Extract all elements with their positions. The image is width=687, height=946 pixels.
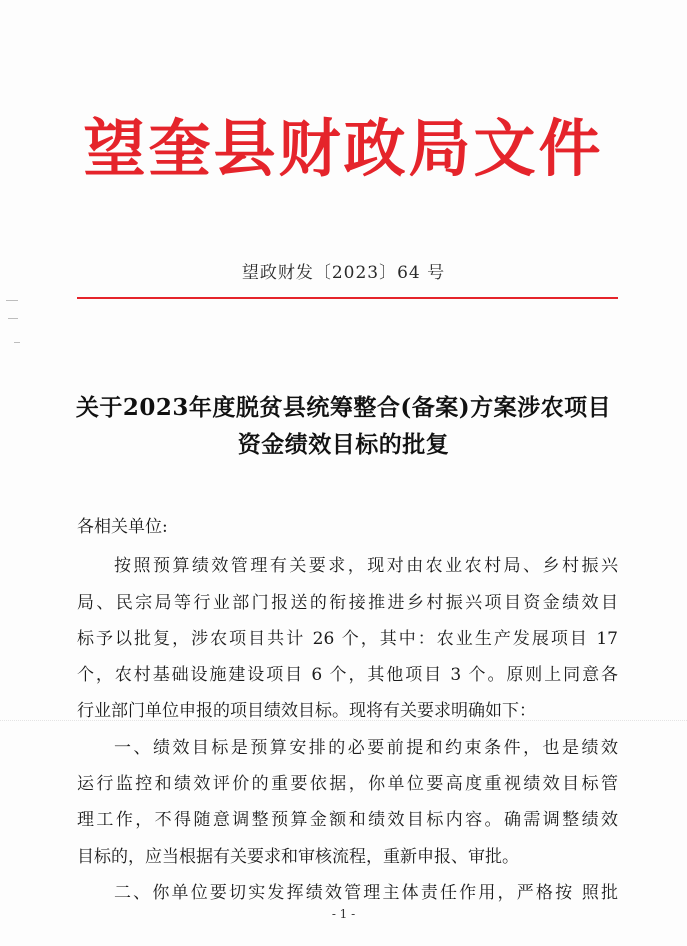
scan-mark-1: [6, 300, 18, 301]
body-line: 标予以批复，涉农项目共计 26 个，其中：农业生产发展项目 17: [77, 629, 618, 649]
body-line: 按照预算绩效管理有关要求，现对由农业农村局、乡村振兴: [114, 556, 618, 576]
body-line: 行业部门单位申报的项目绩效目标。现将有关要求明确如下：: [77, 701, 536, 721]
document-title-line-1: 关于2023年度脱贫县统筹整合(备案)方案涉农项目: [75, 394, 612, 421]
scan-mark-2: [8, 318, 18, 319]
document-number: 望政财发〔2023〕64 号: [241, 263, 446, 283]
document-header-title: 望奎县财政局文件: [83, 112, 604, 185]
body-line: 个，农村基础设施建设项目 6 个，其他项目 3 个。原则上同意各: [77, 665, 618, 685]
page-number: - 1 -: [331, 907, 356, 921]
body-line: 理工作，不得随意调整预算金额和绩效目标内容。确需调整绩效: [77, 810, 618, 830]
body-line: 运行监控和绩效评价的重要依据，你单位要高度重视绩效目标管: [77, 774, 618, 794]
salutation: 各相关单位:: [77, 517, 168, 537]
body-line: 目标的，应当根据有关要求和审核流程，重新申报、审批。: [77, 847, 519, 867]
body-line: 局、民宗局等行业部门报送的衔接推进乡村振兴项目资金绩效目: [77, 593, 618, 613]
document-title-line-2: 资金绩效目标的批复: [237, 431, 450, 458]
body-line: 二、你单位要切实发挥绩效管理主体责任作用，严格按 照批: [114, 883, 618, 903]
scan-mark-3: [14, 342, 20, 343]
header-red-rule: [77, 297, 618, 299]
body-line: 一、绩效目标是预算安排的必要前提和约束条件，也是绩效: [114, 738, 618, 758]
